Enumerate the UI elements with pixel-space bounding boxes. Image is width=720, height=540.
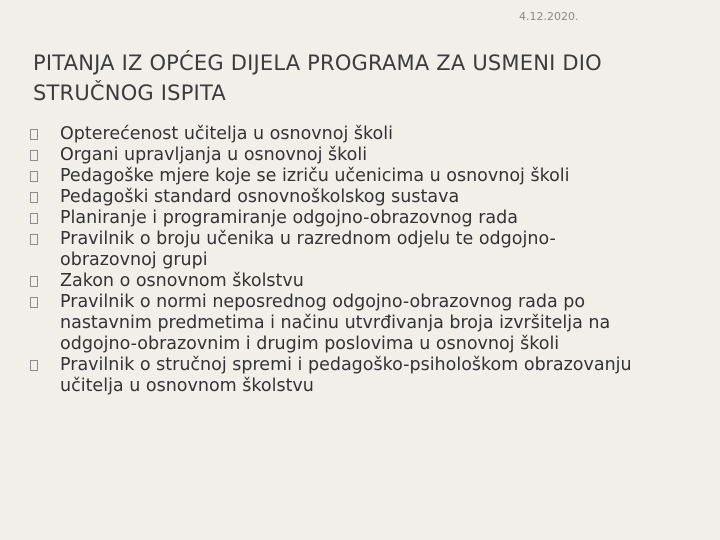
list-item bbox=[30, 145, 720, 166]
list-item-text: Pravilnik o stručnoj spremi i pedagoško-psihološkom obrazovanju bbox=[60, 355, 632, 375]
list-item-text: Pravilnik o normi neposrednog odgojno-obrazovnog rada po bbox=[60, 292, 586, 312]
list-item bbox=[30, 292, 720, 355]
square-bullet-icon bbox=[30, 297, 38, 308]
list-item bbox=[30, 208, 720, 229]
list-item-text: Opterećenost učitelja u osnovnoj školi bbox=[60, 124, 393, 144]
list-item bbox=[30, 187, 720, 208]
list-item-text: Planiranje i programiranje odgojno-obrazovnog rada bbox=[60, 208, 518, 228]
topic-list bbox=[30, 124, 720, 397]
square-bullet-icon bbox=[30, 192, 38, 203]
list-item-text: obrazovnoj grupi bbox=[60, 250, 208, 270]
list-item-text: odgojno-obrazovnim i drugim poslovima u osnovnoj školi bbox=[60, 334, 560, 354]
slide-title bbox=[33, 48, 693, 108]
square-bullet-icon bbox=[30, 129, 38, 140]
list-item-text: Organi upravljanja u osnovnoj školi bbox=[60, 145, 368, 165]
slide-title-line-1: PITANJA IZ OPĆEG DIJELA PROGRAMA ZA USMENI DIO bbox=[33, 51, 602, 75]
square-bullet-icon bbox=[30, 360, 38, 371]
list-item-text: Pedagoški standard osnovnoškolskog sustava bbox=[60, 187, 460, 207]
slide-date: 4.12.2020. bbox=[519, 10, 579, 23]
list-item bbox=[30, 355, 720, 397]
list-item bbox=[30, 229, 720, 271]
square-bullet-icon bbox=[30, 234, 38, 245]
list-item bbox=[30, 271, 720, 292]
list-item-text: učitelja u osnovnom školstvu bbox=[60, 376, 314, 396]
slide-title-line-2: STRUČNOG ISPITA bbox=[33, 81, 226, 105]
list-item-text: Pravilnik o broju učenika u razrednom odjelu te odgojno- bbox=[60, 229, 556, 249]
square-bullet-icon bbox=[30, 150, 38, 161]
square-bullet-icon bbox=[30, 171, 38, 182]
list-item bbox=[30, 166, 720, 187]
square-bullet-icon bbox=[30, 213, 38, 224]
list-item-text: Pedagoške mjere koje se izriču učenicima u osnovnoj školi bbox=[60, 166, 570, 186]
list-item-text: Zakon o osnovnom školstvu bbox=[60, 271, 304, 291]
square-bullet-icon bbox=[30, 276, 38, 287]
list-item bbox=[30, 124, 720, 145]
list-item-text: nastavnim predmetima i načinu utvrđivanja broja izvršitelja na bbox=[60, 313, 611, 333]
